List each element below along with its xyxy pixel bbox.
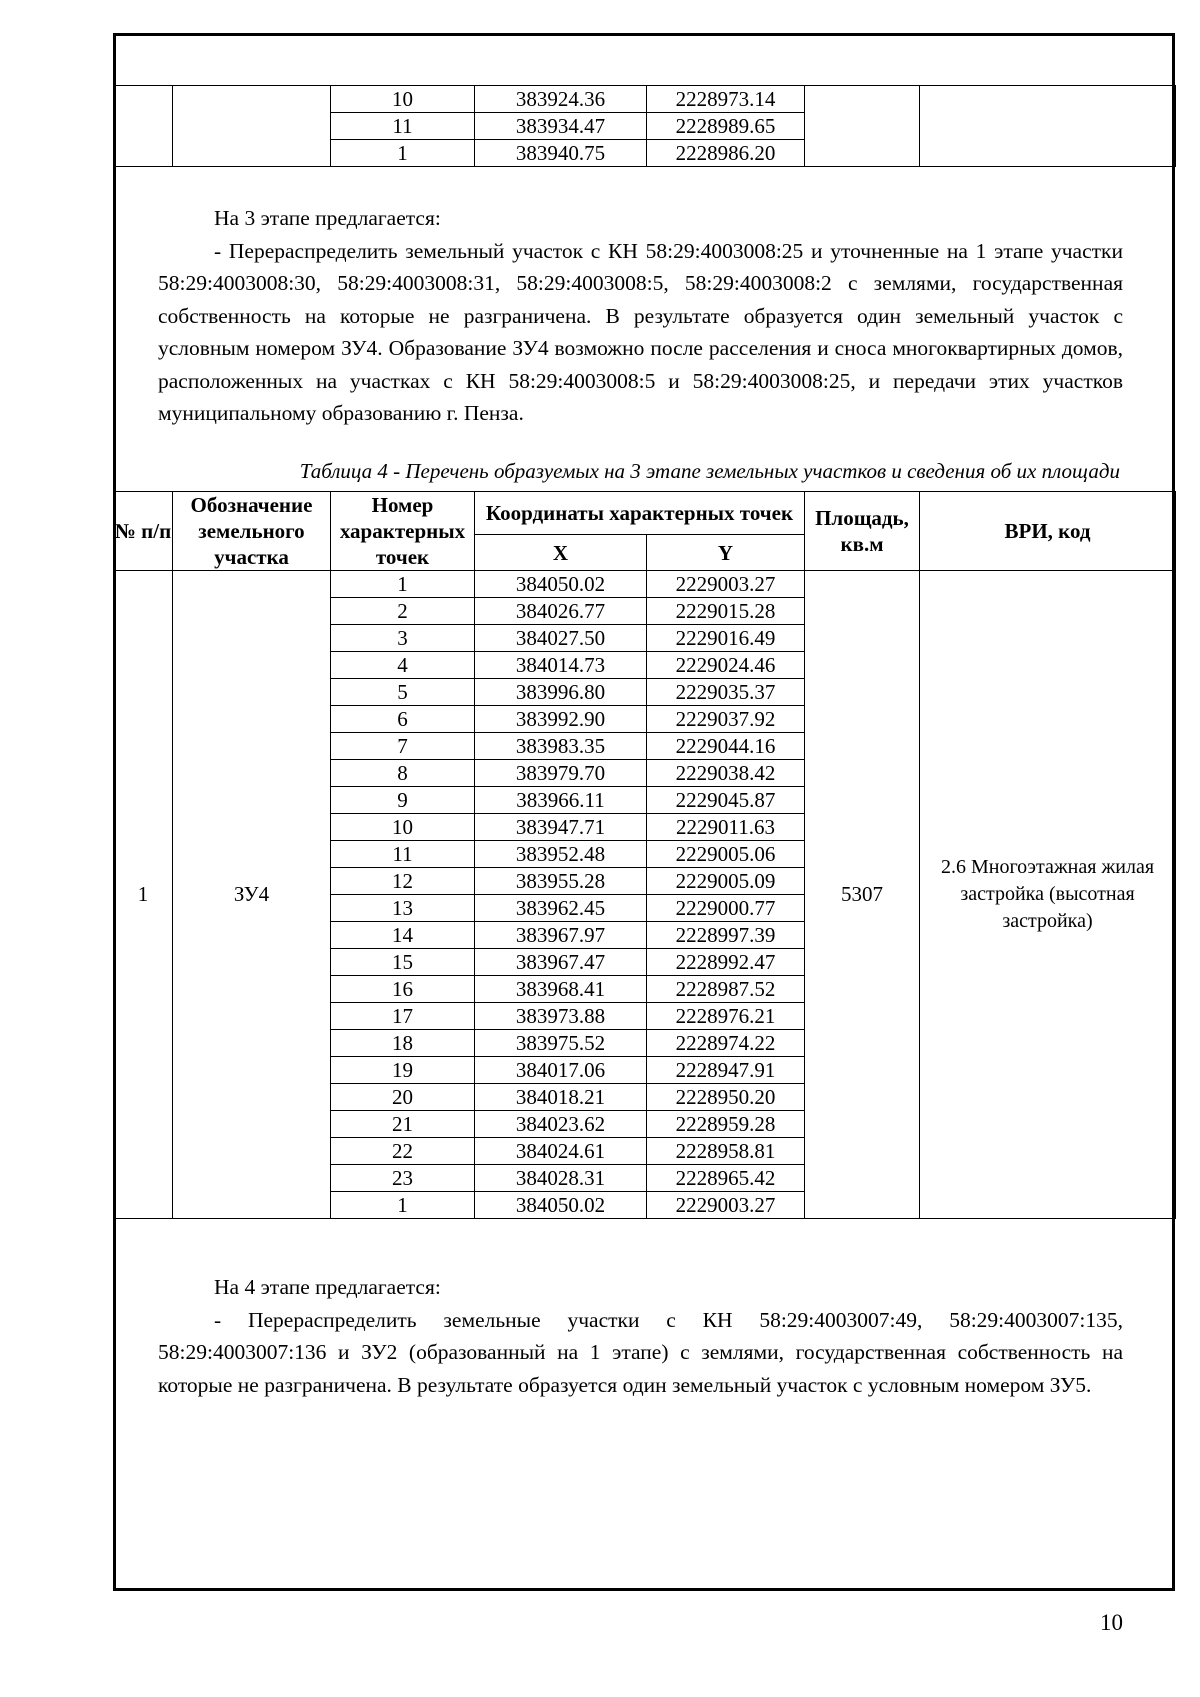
point-number-cell: 4 [331, 652, 475, 679]
y-coordinate-cell: 2228947.91 [647, 1057, 805, 1084]
header-point-num: Номер характерных точек [331, 492, 475, 571]
y-coordinate-cell: 2228992.47 [647, 949, 805, 976]
point-number-cell: 1 [331, 140, 475, 167]
point-number-cell: 18 [331, 1030, 475, 1057]
point-number-cell: 14 [331, 922, 475, 949]
point-number-cell: 19 [331, 1057, 475, 1084]
point-number-cell: 16 [331, 976, 475, 1003]
x-coordinate-cell: 383968.41 [475, 976, 647, 1003]
point-number-cell: 6 [331, 706, 475, 733]
y-coordinate-cell: 2228973.14 [647, 86, 805, 113]
x-coordinate-cell: 383947.71 [475, 814, 647, 841]
table4-caption: Таблица 4 - Перечень образуемых на 3 этапе земельных участков и сведения об их площади [299, 459, 1120, 483]
x-coordinate-cell: 383983.35 [475, 733, 647, 760]
y-coordinate-cell: 2229003.27 [647, 571, 805, 598]
row-number-cell: 1 [114, 571, 173, 1219]
x-coordinate-cell: 384026.77 [475, 598, 647, 625]
y-coordinate-cell: 2228987.52 [647, 976, 805, 1003]
x-coordinate-cell: 383966.11 [475, 787, 647, 814]
point-number-cell: 2 [331, 598, 475, 625]
y-coordinate-cell: 2229044.16 [647, 733, 805, 760]
point-number-cell: 11 [331, 841, 475, 868]
point-number-cell: 15 [331, 949, 475, 976]
header-y: Y [647, 535, 805, 571]
table-row [114, 86, 1176, 113]
point-number-cell: 20 [331, 1084, 475, 1111]
y-coordinate-cell: 2228958.81 [647, 1138, 805, 1165]
x-coordinate-cell: 384023.62 [475, 1111, 647, 1138]
x-coordinate-cell: 384028.31 [475, 1165, 647, 1192]
point-number-cell: 8 [331, 760, 475, 787]
point-number-cell: 17 [331, 1003, 475, 1030]
point-number-cell: 13 [331, 895, 475, 922]
point-number-cell: 21 [331, 1111, 475, 1138]
y-coordinate-cell: 2229000.77 [647, 895, 805, 922]
x-coordinate-cell: 383955.28 [475, 868, 647, 895]
x-coordinate-cell: 384050.02 [475, 571, 647, 598]
header-num: № п/п [114, 492, 173, 571]
y-coordinate-cell: 2228959.28 [647, 1111, 805, 1138]
y-coordinate-cell: 2229011.63 [647, 814, 805, 841]
x-coordinate-cell: 383962.45 [475, 895, 647, 922]
stage3-heading: На 3 этапе предлагается: [214, 206, 441, 230]
x-coordinate-cell: 384024.61 [475, 1138, 647, 1165]
point-number-cell: 10 [331, 86, 475, 113]
page-number: 10 [1100, 1610, 1123, 1635]
y-coordinate-cell: 2229005.06 [647, 841, 805, 868]
x-coordinate-cell: 384017.06 [475, 1057, 647, 1084]
y-coordinate-cell: 2229003.27 [647, 1192, 805, 1219]
header-area: Площадь, кв.м [805, 492, 920, 571]
point-number-cell: 1 [331, 1192, 475, 1219]
stage4-section [158, 1271, 1123, 1401]
point-number-cell: 5 [331, 679, 475, 706]
y-coordinate-cell: 2229015.28 [647, 598, 805, 625]
x-coordinate-cell: 384014.73 [475, 652, 647, 679]
empty-cell [173, 86, 331, 167]
point-number-cell: 10 [331, 814, 475, 841]
point-number-cell: 22 [331, 1138, 475, 1165]
point-number-cell: 3 [331, 625, 475, 652]
table-row [114, 571, 1176, 598]
stage4-paragraph: - Перераспределить земельные участки с КН 58:29:4003007:49, 58:29:4003007:135, 58:29:4003007:136 и ЗУ2 (образованный на 1 этапе) с землями, государственная собственность на которые не разграничена. В результате образуется один земельный участок с условным номером ЗУ5. [158, 1307, 1123, 1397]
y-coordinate-cell: 2229005.09 [647, 868, 805, 895]
y-coordinate-cell: 2228986.20 [647, 140, 805, 167]
point-number-cell: 7 [331, 733, 475, 760]
y-coordinate-cell: 2229024.46 [647, 652, 805, 679]
x-coordinate-cell: 383996.80 [475, 679, 647, 706]
header-vri: ВРИ, код [920, 492, 1176, 571]
x-coordinate-cell: 383975.52 [475, 1030, 647, 1057]
y-coordinate-cell: 2229038.42 [647, 760, 805, 787]
x-coordinate-cell: 383967.97 [475, 922, 647, 949]
x-coordinate-cell: 383952.48 [475, 841, 647, 868]
area-cell: 5307 [805, 571, 920, 1219]
stage3-section [158, 202, 1123, 430]
header-x: X [475, 535, 647, 571]
y-coordinate-cell: 2229045.87 [647, 787, 805, 814]
y-coordinate-cell: 2229037.92 [647, 706, 805, 733]
stage3-paragraph: - Перераспределить земельный участок с КН 58:29:4003008:25 и уточненные на 1 этапе участки 58:29:4003008:30, 58:29:4003008:31, 58:29:4003008:5, 58:29:4003008:2 с землями, государственная собственность на которые не разграничена. В результате образуется один земельный участок с условным номером ЗУ4. Образование ЗУ4 возможно после расселения и сноса многоквартирных домов, расположенных на участках с КН 58:29:4003008:5 и 58:29:4003008:25, и передачи этих участков муниципальному образованию г. Пенза. [158, 238, 1123, 425]
point-number-cell: 1 [331, 571, 475, 598]
x-coordinate-cell: 383940.75 [475, 140, 647, 167]
x-coordinate-cell: 383934.47 [475, 113, 647, 140]
y-coordinate-cell: 2228950.20 [647, 1084, 805, 1111]
header-coords: Координаты характерных точек [475, 492, 805, 535]
table4 [113, 491, 1176, 1219]
y-coordinate-cell: 2228965.42 [647, 1165, 805, 1192]
previous-table-continuation [113, 85, 1176, 167]
point-number-cell: 12 [331, 868, 475, 895]
vri-cell: 2.6 Многоэтажная жилая застройка (высотная застройка) [920, 571, 1176, 1219]
empty-cell [114, 86, 173, 167]
point-number-cell: 9 [331, 787, 475, 814]
y-coordinate-cell: 2229035.37 [647, 679, 805, 706]
x-coordinate-cell: 383979.70 [475, 760, 647, 787]
y-coordinate-cell: 2228976.21 [647, 1003, 805, 1030]
x-coordinate-cell: 384018.21 [475, 1084, 647, 1111]
x-coordinate-cell: 383992.90 [475, 706, 647, 733]
y-coordinate-cell: 2229016.49 [647, 625, 805, 652]
point-number-cell: 11 [331, 113, 475, 140]
y-coordinate-cell: 2228989.65 [647, 113, 805, 140]
empty-cell [920, 86, 1176, 167]
point-number-cell: 23 [331, 1165, 475, 1192]
stage4-heading: На 4 этапе предлагается: [214, 1275, 441, 1299]
x-coordinate-cell: 384027.50 [475, 625, 647, 652]
empty-cell [805, 86, 920, 167]
x-coordinate-cell: 383924.36 [475, 86, 647, 113]
designation-cell: ЗУ4 [173, 571, 331, 1219]
y-coordinate-cell: 2228997.39 [647, 922, 805, 949]
x-coordinate-cell: 384050.02 [475, 1192, 647, 1219]
header-designation: Обозначение земельного участка [173, 492, 331, 571]
x-coordinate-cell: 383967.47 [475, 949, 647, 976]
x-coordinate-cell: 383973.88 [475, 1003, 647, 1030]
y-coordinate-cell: 2228974.22 [647, 1030, 805, 1057]
